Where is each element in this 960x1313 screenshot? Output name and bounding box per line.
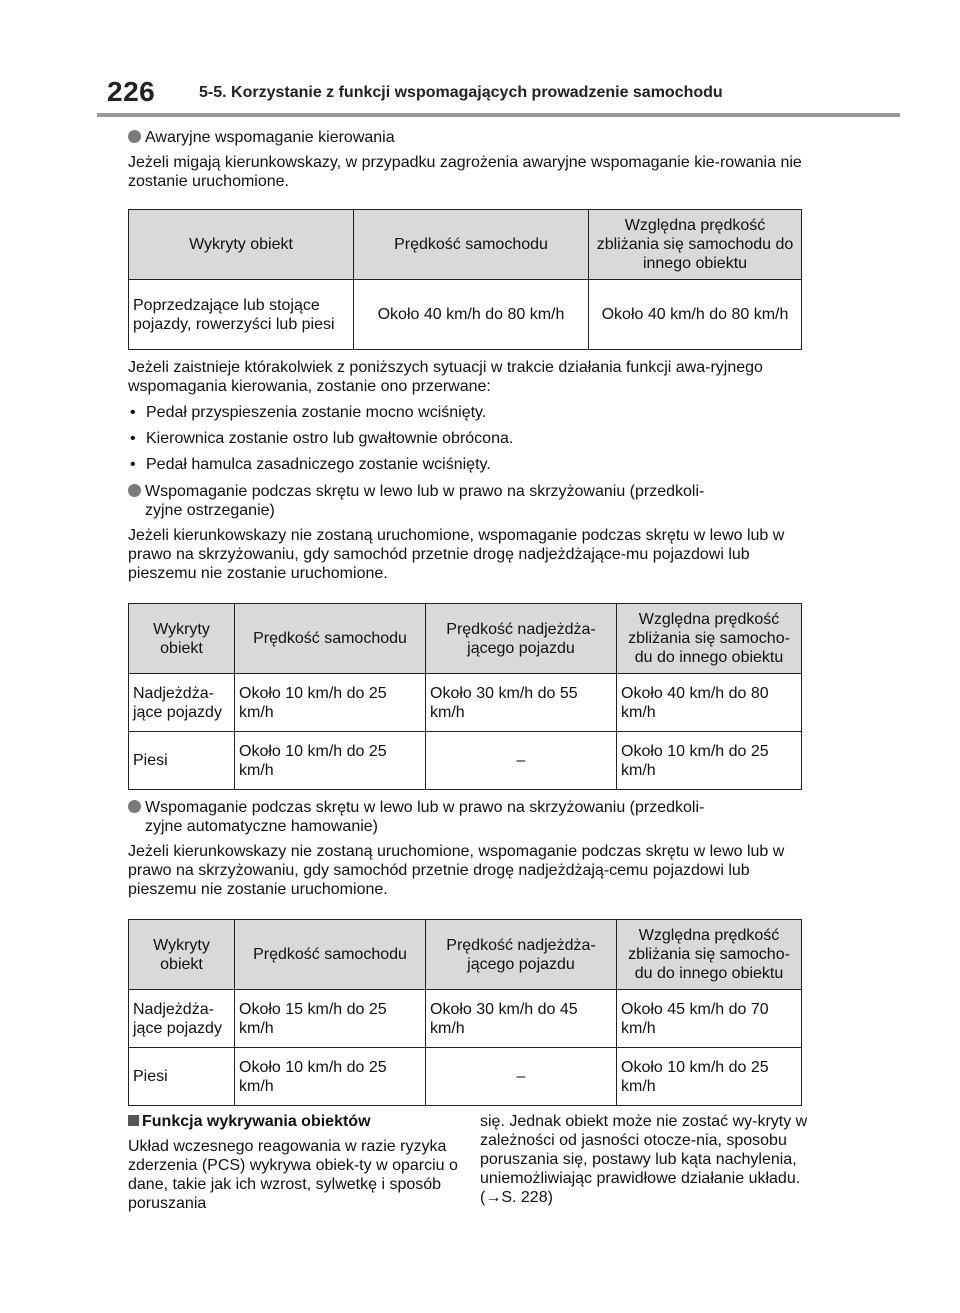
table-cell: Około 15 km/h do 25 km/h <box>235 990 426 1048</box>
table-cell: Piesi <box>129 732 235 790</box>
table-cell: – <box>426 732 617 790</box>
table-row <box>129 280 802 350</box>
table-row <box>129 674 802 732</box>
table-cell: Poprzedzające lub stojące pojazdy, rowerzyści lub piesi <box>129 280 354 350</box>
col-header: Względna prędkość zbliżania się samocho-du do innego obiektu <box>617 604 802 674</box>
sec2-table <box>128 603 802 790</box>
table-cell: – <box>426 1048 617 1106</box>
table-cell: Około 10 km/h do 25 km/h <box>235 732 426 790</box>
sec2-paragraph: Jeżeli kierunkowskazy nie zostaną uruchomione, wspomaganie podczas skrętu w lewo lub w prawo na skrzyżowaniu, gdy samochód przetnie drogę nadjeżdżające-mu pojazdowi lub pieszemu nie zostanie uruchomione. <box>128 527 785 582</box>
table-cell: Około 40 km/h do 80 km/h <box>589 280 802 350</box>
col-header: Wykryty obiekt <box>129 920 235 990</box>
col-header: Prędkość nadjeżdża-jącego pojazdu <box>426 920 617 990</box>
table-cell: Około 40 km/h do 80 km/h <box>354 280 589 350</box>
col-header: Prędkość samochodu <box>235 920 426 990</box>
sec4-heading: Funkcja wykrywania obiektów <box>128 1112 458 1131</box>
table-cell: Nadjeżdża-jące pojazdy <box>129 990 235 1048</box>
col-header: Prędkość samochodu <box>354 210 589 280</box>
circle-bullet-icon <box>128 484 141 497</box>
list-item: • Pedał przyspieszenia zostanie mocno wciśnięty. <box>128 403 804 422</box>
sec3-heading: Wspomaganie podczas skrętu w lewo lub w prawo na skrzyżowaniu (przedkoli- zyjne automatyczne hamowanie) <box>128 798 804 836</box>
col-header: Wykryty obiekt <box>129 604 235 674</box>
circle-bullet-icon <box>128 130 141 143</box>
table-row <box>129 990 802 1048</box>
table-cell: Około 30 km/h do 45 km/h <box>426 990 617 1048</box>
sec4-column-left <box>128 1112 458 1213</box>
col-header: Względna prędkość zbliżania się samochodu do innego obiektu <box>589 210 802 280</box>
sec3-paragraph: Jeżeli kierunkowskazy nie zostaną uruchomione, wspomaganie podczas skrętu w lewo lub w prawo na skrzyżowaniu, gdy samochód przetnie drogę nadjeżdżają-cemu pojazdowi lub pieszemu nie zostanie uruchomione. <box>128 843 785 898</box>
table-cell: Około 45 km/h do 70 km/h <box>617 990 802 1048</box>
col-header: Wykryty obiekt <box>129 210 354 280</box>
sec1-paragraph-2: Jeżeli zaistnieje którakolwiek z poniższych sytuacji w trakcie działania funkcji awa-ryjnego wspomagania kierowania, zostanie ono przerwane: <box>128 359 763 395</box>
table-header-row <box>129 920 802 990</box>
sec1-paragraph: Jeżeli migają kierunkowskazy, w przypadku zagrożenia awaryjne wspomaganie kie-rowania nie zostanie uruchomione. <box>128 154 802 190</box>
table-row <box>129 1048 802 1106</box>
sec3-table <box>128 919 802 1106</box>
circle-bullet-icon <box>128 800 141 813</box>
page-number: 226 <box>107 76 156 107</box>
sec4-paragraph-right: się. Jednak obiekt może nie zostać wy-kryty w zależności od jasności otocze-nia, sposobu poruszania się, postawy lub kąta nachylenia, uniemożliwiając prawidłowe działanie układu. (→S. 228) <box>480 1113 808 1206</box>
sec2-heading: Wspomaganie podczas skrętu w lewo lub w prawo na skrzyżowaniu (przedkoli- zyjne ostrzeganie) <box>128 482 804 520</box>
col-header: Prędkość nadjeżdża-jącego pojazdu <box>426 604 617 674</box>
sec4-column-right <box>480 1112 810 1207</box>
sec1-table <box>128 209 802 350</box>
list-item: • Kierownica zostanie ostro lub gwałtownie obrócona. <box>128 429 804 448</box>
table-cell: Nadjeżdża-jące pojazdy <box>129 674 235 732</box>
table-header-row <box>129 604 802 674</box>
page-content <box>128 128 808 1232</box>
col-header: Prędkość samochodu <box>235 604 426 674</box>
table-cell: Około 10 km/h do 25 km/h <box>235 1048 426 1106</box>
list-item: • Pedał hamulca zasadniczego zostanie wciśnięty. <box>128 455 804 474</box>
sec4-paragraph-left: Układ wczesnego reagowania w razie ryzyka zderzenia (PCS) wykrywa obiek-ty w oparciu o dane, takie jak ich wzrost, sylwetkę i sposób poruszania <box>128 1138 458 1212</box>
sec1-heading: Awaryjne wspomaganie kierowania <box>128 128 804 147</box>
table-cell: Około 30 km/h do 55 km/h <box>426 674 617 732</box>
table-cell: Około 10 km/h do 25 km/h <box>617 1048 802 1106</box>
col-header: Względna prędkość zbliżania się samocho-du do innego obiektu <box>617 920 802 990</box>
page-header <box>0 0 960 116</box>
table-row <box>129 732 802 790</box>
header-rule <box>97 113 900 117</box>
table-cell: Piesi <box>129 1048 235 1106</box>
table-header-row <box>129 210 802 280</box>
sec1-bullet-list <box>128 403 804 474</box>
sec4-two-columns <box>128 1112 808 1232</box>
table-cell: Około 10 km/h do 25 km/h <box>235 674 426 732</box>
table-cell: Około 40 km/h do 80 km/h <box>617 674 802 732</box>
section-title: 5-5. Korzystanie z funkcji wspomagających prowadzenie samochodu <box>199 84 723 101</box>
square-bullet-icon <box>128 1115 139 1126</box>
table-cell: Około 10 km/h do 25 km/h <box>617 732 802 790</box>
